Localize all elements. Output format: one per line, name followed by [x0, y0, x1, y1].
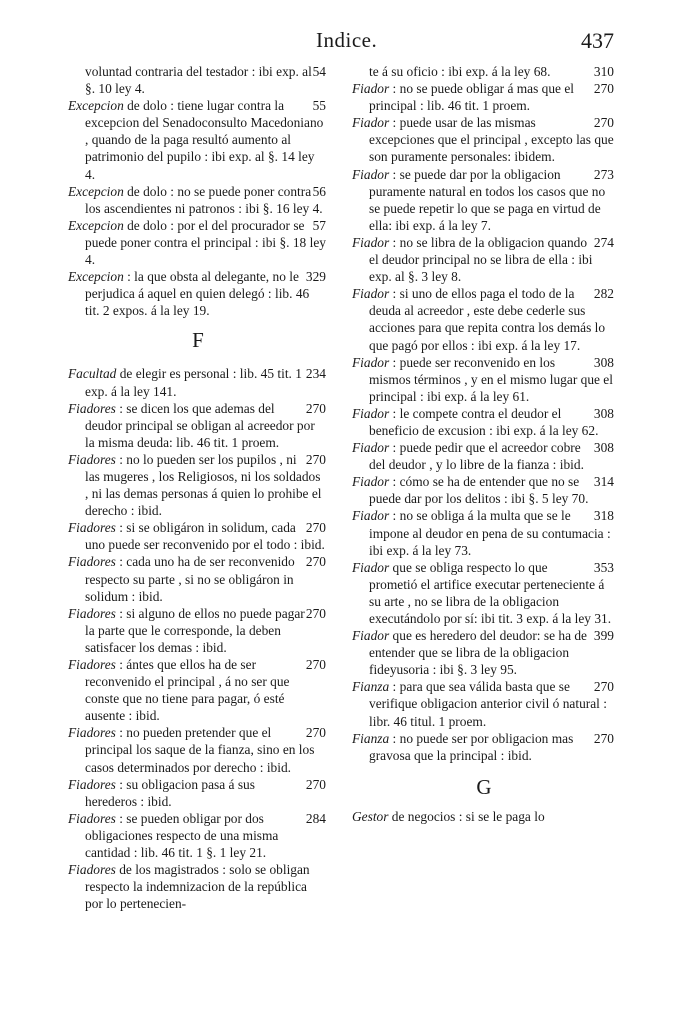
entry-term: Fiador	[352, 234, 390, 250]
index-entry	[352, 285, 616, 353]
entry-term: Fiadores	[68, 725, 116, 741]
entry-term: Fiador	[352, 286, 390, 302]
entry-page-ref: 318	[593, 508, 614, 524]
entry-page-ref: 273	[593, 166, 614, 182]
entry-term: Fiador	[352, 440, 390, 456]
entry-term: Fiador	[352, 559, 390, 575]
index-entry	[352, 507, 616, 558]
entry-text: te á su oficio : ibi exp. á la ley 68.	[369, 64, 551, 79]
entry-page-ref: 56	[312, 183, 326, 199]
entry-page-ref: 399	[593, 628, 614, 644]
entry-term: Fiadores	[68, 776, 116, 792]
entry-term: Facultad	[68, 366, 117, 382]
index-entry	[68, 400, 328, 451]
entry-term: Gestor	[352, 808, 389, 824]
entry-text: : puede pedir que el acreedor cobre del deudor , y lo libre de la fianza : ibid.	[369, 440, 584, 473]
entry-text: de dolo : tiene lugar contra la excepcion del Senadoconsulto Macedoniano , quando de la paga resultó aumento al patrimonio del pupilo : ibi exp. al §. 14 ley 4.	[85, 98, 324, 182]
index-entry	[352, 627, 616, 678]
entry-text: : si uno de ellos paga el todo de la deuda al acreedor , este debe cederle sus acciones para que repita contra los demás lo que pagó por ellos : ibi exp. á la ley 17.	[369, 286, 606, 353]
index-entry	[352, 166, 616, 234]
entry-page-ref: 329	[305, 269, 326, 285]
entry-page-ref: 270	[593, 679, 614, 695]
entry-term: Fiador	[352, 628, 390, 644]
entry-page-ref: 284	[305, 810, 326, 826]
entry-page-ref: 270	[305, 400, 326, 416]
entry-term: Fiadores	[68, 862, 116, 878]
entry-term: Fiadores	[68, 520, 116, 536]
entry-text: de los magistrados : solo se obligan respecto la indemnizacion de la república por lo pertenecien-	[85, 862, 310, 912]
entry-page-ref: 270	[305, 776, 326, 792]
entry-page-ref: 270	[305, 725, 326, 741]
index-entry	[68, 97, 328, 182]
section-letter-g: G	[476, 774, 492, 799]
entry-term: Fiador	[352, 474, 390, 490]
entry-term: Fiadores	[68, 605, 116, 621]
entry-term: Fiadores	[68, 451, 116, 467]
index-entry	[352, 730, 616, 764]
index-entry	[352, 808, 616, 825]
entry-term: Fianza	[352, 730, 390, 746]
entry-page-ref: 55	[312, 98, 326, 114]
entry-page-ref: 54	[312, 64, 326, 79]
entry-text: : se puede dar por la obligacion puramente natural en todos los casos que no se puede repetir lo que se paga en virtud de ella: ibi exp. á la ley 7.	[369, 166, 606, 233]
entry-text: : no se libra de la obligacion quando el deudor principal no se libra de ella : ibi exp. al §. 3 ley 8.	[369, 234, 593, 285]
entry-text: : para que sea válida basta que se verifique obligacion anterior civil ó natural : libr. 46 titul. 1 proem.	[369, 679, 607, 729]
entry-page-ref: 308	[593, 405, 614, 421]
index-entry-continuation	[68, 63, 328, 97]
entry-term: Excepcion	[68, 183, 124, 199]
entry-term: Fiador	[352, 354, 390, 370]
entry-page-ref: 270	[305, 520, 326, 536]
entry-term: Fiadores	[68, 554, 116, 570]
entry-term: Excepcion	[68, 269, 124, 285]
entry-page-ref: 270	[593, 81, 614, 97]
index-entry	[68, 451, 328, 519]
entry-term: Fiador	[352, 115, 390, 131]
entry-page-ref: 270	[305, 657, 326, 672]
entry-text: : se dicen los que ademas del deudor principal se obligan al acreedor por la misma deuda: lib. 46 tit. 1 proem.	[85, 400, 315, 450]
index-entry	[68, 776, 328, 810]
entry-term: Fiadores	[68, 657, 116, 672]
entry-term: Excepcion	[68, 217, 124, 233]
index-entry	[352, 439, 616, 473]
index-entry	[68, 656, 328, 724]
entry-text: voluntad contraria del testador : ibi exp. al §. 10 ley 4.	[85, 64, 312, 97]
entry-page-ref: 270	[593, 730, 614, 746]
index-entry	[68, 810, 328, 861]
entry-text: de dolo : no se puede poner contra los ascendientes ni patronos : ibi §. 16 ley 4.	[85, 183, 323, 216]
entry-text: : le compete contra el deudor el beneficio de excusion : ibi exp. á la ley 62.	[369, 405, 599, 438]
index-entry-continuation	[352, 63, 616, 80]
entry-term: Fianza	[352, 679, 390, 695]
entry-text: de negocios : si se le paga lo	[388, 808, 545, 824]
entry-term: Fiador	[352, 81, 390, 97]
left-column	[68, 63, 328, 912]
entry-text: : puede usar de las mismas excepciones que el principal , excepto las que son puramente personales: ibidem.	[369, 115, 614, 165]
entry-text: : si se obligáron in solidum, cada uno puede ser reconvenido por el todo : ibid.	[85, 520, 325, 553]
index-entry	[352, 114, 616, 165]
section-letter-f: F	[192, 328, 204, 353]
page-header	[0, 28, 682, 58]
entry-term: Fiador	[352, 405, 390, 421]
entry-term: Fiadores	[68, 400, 116, 416]
index-entry	[68, 217, 328, 268]
entry-page-ref: 270	[305, 554, 326, 570]
entry-text: : puede ser reconvenido en los mismos términos , y en el mismo lugar que el principal : ibi exp. á la ley 61.	[369, 354, 613, 404]
entry-page-ref: 274	[593, 234, 614, 250]
entry-term: Fiador	[352, 508, 390, 524]
index-entry	[352, 80, 616, 114]
right-column	[352, 63, 616, 825]
entry-page-ref: 270	[593, 115, 614, 131]
entry-text: : cómo se ha de entender que no se puede dar por los delitos : ibi §. 5 ley 70.	[369, 474, 589, 507]
entry-text: : no puede ser por obligacion mas gravosa que la principal : ibid.	[369, 730, 574, 763]
entry-page-ref: 314	[593, 474, 614, 490]
entry-page-ref: 308	[593, 354, 614, 370]
index-entry	[352, 678, 616, 729]
entry-page-ref: 310	[593, 64, 614, 79]
entry-term: Excepcion	[68, 98, 124, 114]
entry-page-ref: 57	[312, 217, 326, 233]
entry-text: : cada uno ha de ser reconvenido respecto su parte , si no se obligáron in solidum : ibid.	[85, 554, 295, 604]
index-entry	[68, 605, 328, 656]
entry-text: : no se obliga á la multa que se le impone al deudor en pena de su contumacia : ibi exp. á la ley 73.	[369, 508, 611, 558]
index-entry	[68, 519, 328, 553]
index-entry	[352, 473, 616, 507]
entry-text: : no lo pueden ser los pupilos , ni las mugeres , los Religiosos, ni los soldados , ni las demas personas á quien lo prohibe el derecho : ibid.	[85, 451, 322, 519]
entry-text: : la que obsta al delegante, no le perjudica á aquel en quien delegó : lib. 46 tit. 2 expos. á la ley 19.	[85, 269, 310, 319]
index-entry	[68, 365, 328, 399]
entry-text: : su obligacion pasa á sus herederos : ibid.	[85, 776, 255, 809]
entry-page-ref: 270	[305, 451, 326, 467]
entry-text: que se obliga respecto lo que prometió el artifice executar perteneciente á su arte , no se libra de la obligacion executándolo por sí: ibi tit. 3 exp. á la ley 31.	[369, 559, 612, 626]
running-title: Indice.	[316, 28, 378, 52]
index-entry	[68, 183, 328, 217]
entry-text: : se pueden obligar por dos obligaciones respecto de una misma cantidad : lib. 46 tit. 1 §. 1 ley 21.	[85, 810, 279, 861]
entry-term: Fiadores	[68, 810, 116, 826]
index-entry	[352, 234, 616, 285]
entry-page-ref: 270	[305, 605, 326, 621]
entry-page-ref: 234	[305, 366, 326, 382]
entry-text: : no se puede obligar á mas que el principal : lib. 46 tit. 1 proem.	[369, 81, 575, 114]
entry-page-ref: 308	[593, 440, 614, 456]
index-entry	[68, 553, 328, 604]
index-entry	[352, 559, 616, 627]
entry-page-ref: 282	[593, 286, 614, 302]
entry-text: de dolo : por el del procurador se puede poner contra el principal : ibi §. 18 ley 4.	[85, 217, 326, 268]
entry-text: que es heredero del deudor: se ha de entender que se libra de la obligacion fideyusoria : ibi §. 3 ley 95.	[369, 628, 588, 678]
index-entry	[68, 861, 328, 912]
index-entry	[68, 268, 328, 319]
entry-text: : no pueden pretender que el principal los saque de la fianza, sino en los casos determinados por derecho : ibid.	[85, 725, 315, 775]
index-entry	[352, 354, 616, 405]
entry-text: de elegir es personal : lib. 45 tit. 1 exp. á la ley 141.	[85, 366, 302, 399]
index-entry	[352, 405, 616, 439]
entry-page-ref: 353	[593, 559, 614, 575]
entry-text: : ántes que ellos ha de ser reconvenido el principal , á no ser que conste que no tiene para pagar, ó esté ausente : ibid.	[85, 657, 290, 724]
index-entry	[68, 724, 328, 775]
page-number: 437	[581, 28, 614, 53]
entry-text: : si alguno de ellos no puede pagar la parte que le corresponde, la deben satisfacer los demas : ibid.	[85, 605, 305, 655]
entry-term: Fiador	[352, 166, 390, 182]
